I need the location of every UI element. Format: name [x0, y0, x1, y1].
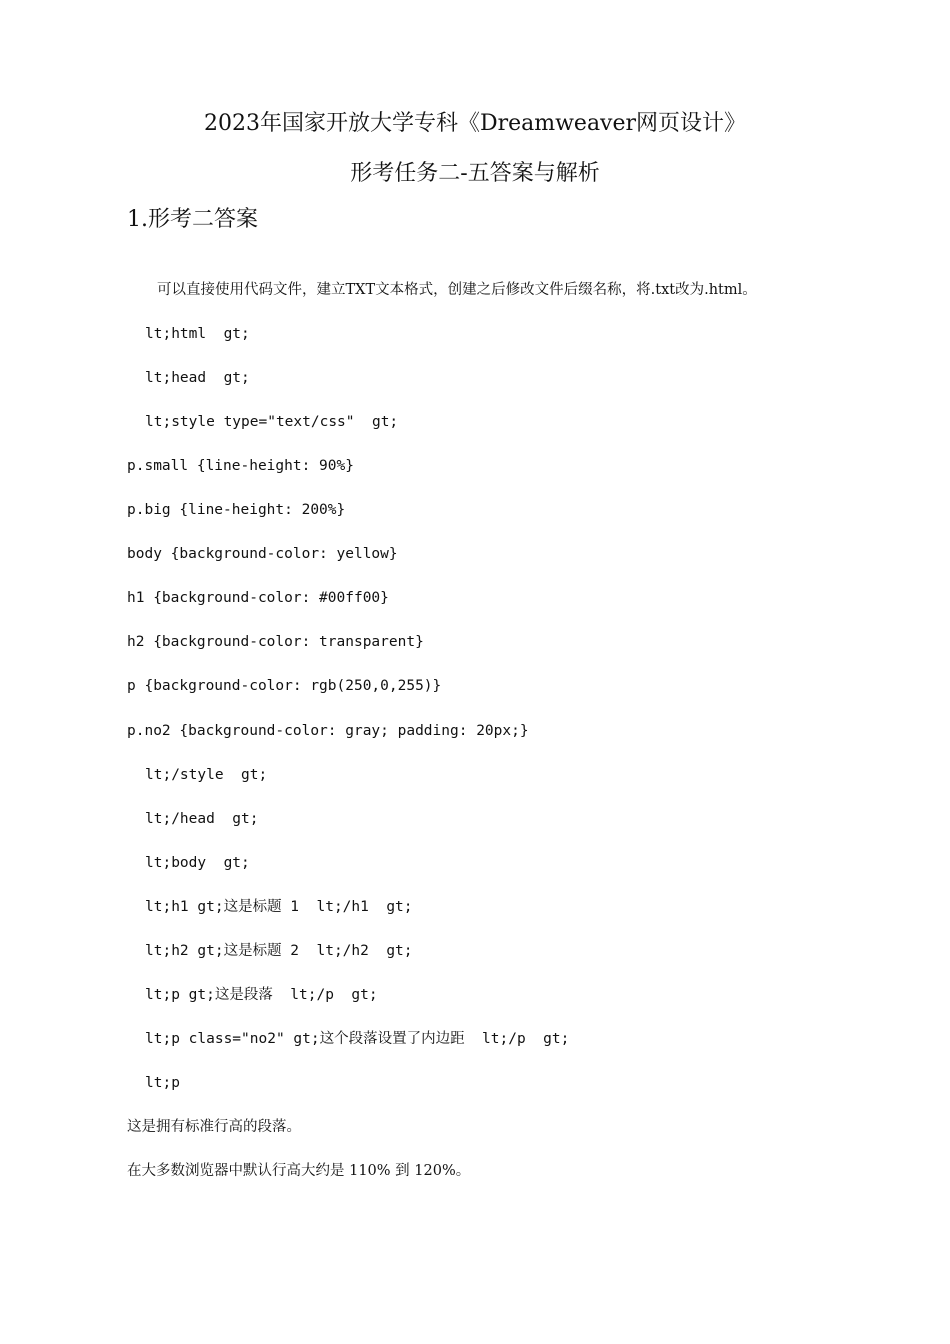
code-line: h1 {background-color: #00ff00} [127, 590, 389, 606]
code-line: lt;html gt; [145, 326, 250, 342]
code-line: lt;p class="no2" gt;这个段落设置了内边距 lt;/p gt; [145, 1031, 570, 1047]
code-line: body {background-color: yellow} [127, 546, 398, 562]
code-line: h2 {background-color: transparent} [127, 634, 424, 650]
code-line: p.small {line-height: 90%} [127, 458, 354, 474]
code-line: lt;h1 gt;这是标题 1 lt;/h1 gt; [145, 899, 413, 915]
intro-paragraph: 可以直接使用代码文件，建立TXT文本格式，创建之后修改文件后缀名称，将.txt改为.html。 [157, 282, 757, 298]
code-line: lt;/style gt; [145, 767, 268, 783]
document-title-line2: 形考任务二-五答案与解析 [350, 161, 600, 186]
code-line: lt;body gt; [145, 855, 250, 871]
document-title-line1: 2023年国家开放大学专科《Dreamweaver网页设计》 [203, 111, 747, 136]
code-line: lt;p [145, 1075, 180, 1091]
code-line: lt;h2 gt;这是标题 2 lt;/h2 gt; [145, 943, 413, 959]
code-line: lt;p gt;这是段落 lt;/p gt; [145, 987, 378, 1003]
text-line: 这是拥有标准行高的段落。 [127, 1119, 301, 1135]
code-line: lt;/head gt; [145, 811, 259, 827]
code-line: p.no2 {background-color: gray; padding: 20px;} [127, 723, 529, 739]
code-line: lt;head gt; [145, 370, 250, 386]
code-line: p {background-color: rgb(250,0,255)} [127, 678, 442, 694]
code-line: lt;style type="text/css" gt; [145, 414, 399, 430]
section-heading: 1.形考二答案 [127, 207, 258, 232]
code-line: p.big {line-height: 200%} [127, 502, 346, 518]
text-line: 在大多数浏览器中默认行高大约是 110% 到 120%。 [127, 1163, 471, 1179]
